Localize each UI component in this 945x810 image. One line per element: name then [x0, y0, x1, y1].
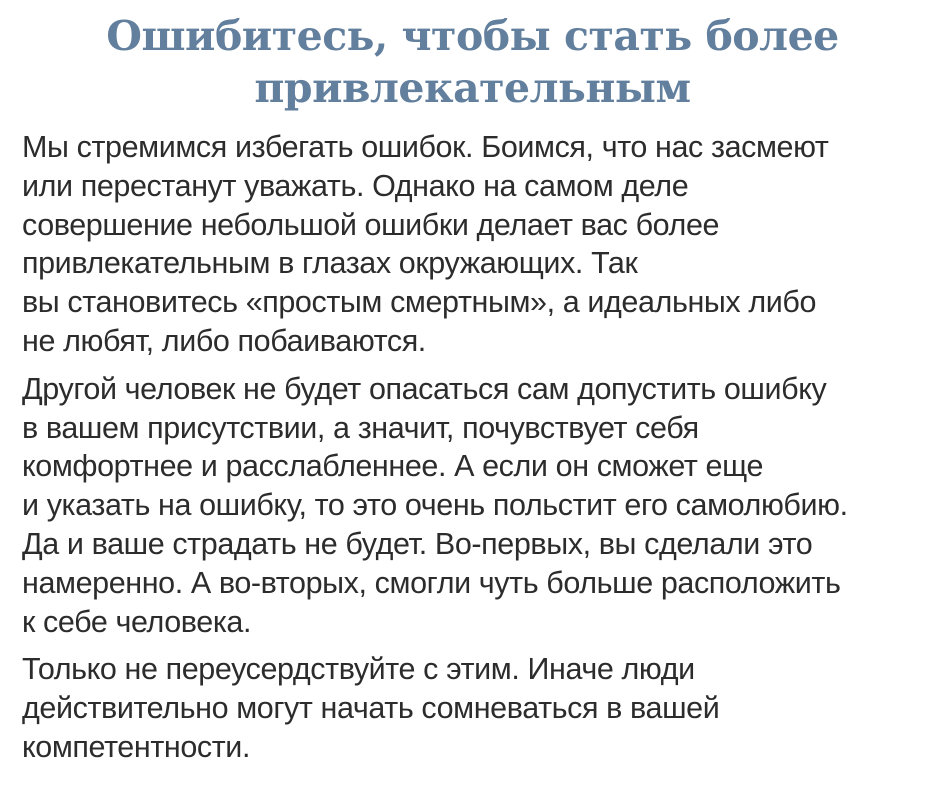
text-line: или перестанут уважать. Однако на самом деле: [22, 168, 689, 203]
text-line: привлекательным в глазах окружающих. Так: [22, 246, 638, 281]
text-line: намеренно. А во-вторых, смогли чуть больше расположить: [22, 565, 841, 600]
article-body: [22, 128, 923, 767]
text-line: действительно могут начать сомневаться в вашей: [22, 691, 720, 726]
text-line: вы становитесь «простым смертным», а идеальных либо: [22, 285, 817, 320]
text-line: к себе человека.: [22, 604, 252, 639]
article-title: [22, 10, 923, 114]
paragraph-2: [22, 370, 923, 642]
text-line: не любят, либо побаиваются.: [22, 323, 426, 358]
paragraph-1: [22, 128, 923, 361]
text-line: совершение небольшой ошибки делает вас более: [22, 207, 720, 242]
title-line: Ошибитесь, чтобы стать более: [106, 12, 839, 60]
text-line: и указать на ошибку, то это очень польстит его самолюбию.: [22, 488, 848, 523]
title-line: привлекательным: [254, 64, 691, 112]
text-line: комфортнее и расслабленнее. А если он сможет еще: [22, 449, 764, 484]
text-line: в вашем присутствии, а значит, почувствует себя: [22, 410, 699, 445]
text-line: Только не переусердствуйте с этим. Иначе люди: [22, 652, 695, 687]
text-line: компетентности.: [22, 729, 251, 764]
text-line: Да и ваше страдать не будет. Во-первых, вы сделали это: [22, 526, 813, 561]
text-line: Другой человек не будет опасаться сам допустить ошибку: [22, 371, 827, 406]
paragraph-3: [22, 650, 923, 766]
text-line: Мы стремимся избегать ошибок. Боимся, что нас засмеют: [22, 130, 829, 164]
